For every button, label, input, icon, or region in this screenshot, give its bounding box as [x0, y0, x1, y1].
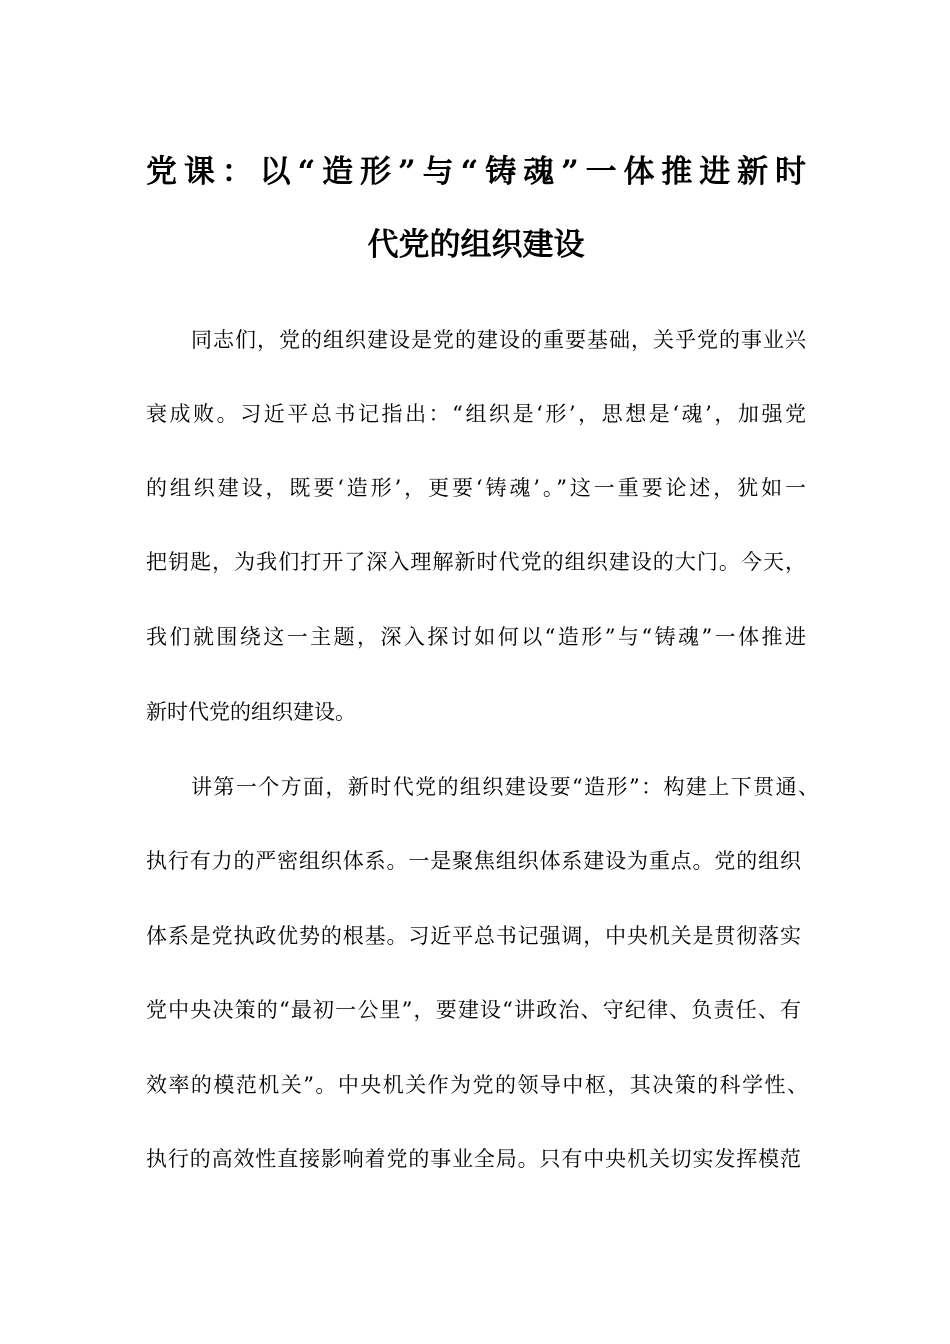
text-line: 党中央决策的“最初一公里”，要建设“讲政治、守纪律、负责任、有: [146, 998, 801, 1022]
text-line: 衰成败。习近平总书记指出：“组织是‘形’，思想是‘魂’，加强党: [146, 402, 806, 426]
text-line: 体系是党执政优势的根基。习近平总书记强调，中央机关是贯彻落实: [146, 924, 801, 948]
text-line: 效率的模范机关”。中央机关作为党的领导中枢，其决策的科学性、: [146, 1073, 808, 1097]
text-line: 讲第一个方面，新时代党的组织建设要“造形”：构建上下贯通、: [191, 775, 819, 799]
text-line: 的组织建设，既要‘造形’，更要‘铸魂’。”这一重要论述，犹如一: [146, 476, 806, 500]
document-title-line-2: 代党的组织建设: [367, 227, 585, 263]
text-line: 新时代党的组织建设。: [146, 700, 356, 724]
document-title-line-1: 党课：以“造形”与“铸魂”一体推进新时: [146, 154, 806, 190]
text-line: 同志们，党的组织建设是党的建设的重要基础，关乎党的事业兴: [191, 328, 806, 352]
text-line: 把钥匙，为我们打开了深入理解新时代党的组织建设的大门。今天，: [146, 550, 806, 574]
text-line: 执行的高效性直接影响着党的事业全局。只有中央机关切实发挥模范: [146, 1147, 801, 1171]
text-line: 执行有力的严密组织体系。一是聚焦组织体系建设为重点。党的组织: [146, 849, 801, 873]
text-line: 我们就围绕这一主题，深入探讨如何以“造形”与“铸魂”一体推进: [146, 625, 806, 649]
